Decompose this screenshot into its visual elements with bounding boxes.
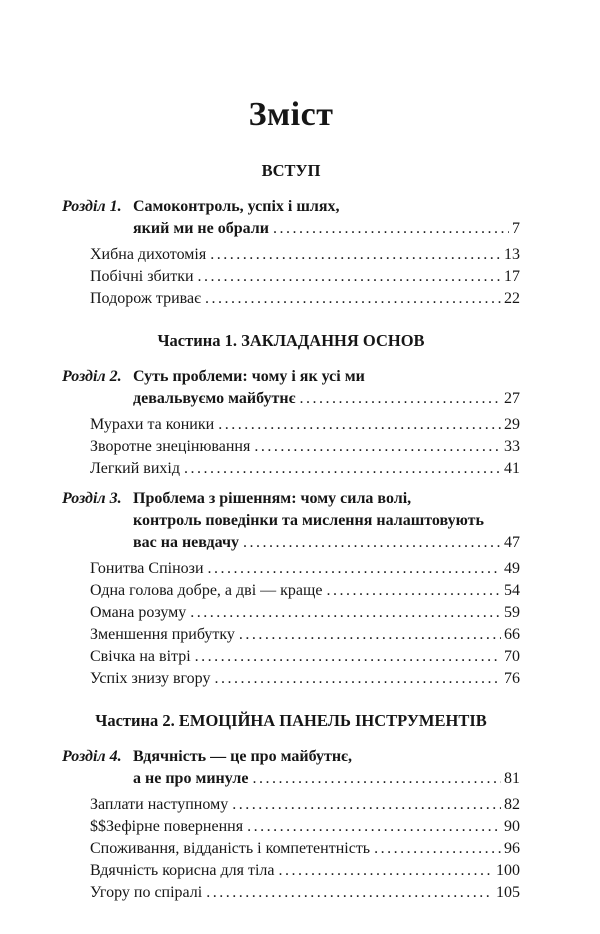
page-number: 90 (504, 818, 520, 835)
dot-leader (300, 388, 502, 410)
sub-entry-text: Зворотне знецінювання (90, 438, 251, 455)
dot-leader (239, 624, 501, 646)
chapter-title-text: девальвуємо майбутнє (133, 390, 296, 407)
dot-leader (252, 768, 501, 790)
toc-sub-entry (90, 244, 520, 266)
page-number: 41 (504, 460, 520, 477)
toc-chapter-entry (62, 488, 520, 554)
page-number: 81 (504, 770, 520, 787)
section-heading: Частина 1. ЗАКЛАДАННЯ ОСНОВ (157, 331, 425, 350)
toc-sub-entry (90, 816, 520, 838)
dot-leader (232, 794, 501, 816)
chapter-title-text: який ми не обрали (133, 220, 269, 237)
sub-entry-text: Свічка на вітрі (90, 648, 191, 665)
chapter-title-block (133, 366, 520, 410)
page-number: 7 (512, 220, 520, 237)
sub-entry-text: Мурахи та коники (90, 416, 215, 433)
page-number: 29 (504, 416, 520, 433)
page-number: 54 (504, 582, 520, 599)
chapter-title-line (133, 388, 520, 410)
page-number: 76 (504, 670, 520, 687)
toc-sub-entry (90, 266, 520, 288)
dot-leader (208, 558, 501, 580)
toc-chapter-entry (62, 196, 520, 240)
dot-leader (210, 244, 501, 266)
sub-entry-text: Угору по спіралі (90, 884, 203, 901)
toc-sub-entry (90, 436, 520, 458)
toc-sub-entry (90, 838, 520, 860)
dot-leader (205, 288, 501, 310)
sub-entry-text: Гонитва Спінози (90, 560, 204, 577)
toc-sub-entry (90, 414, 520, 436)
toc-sub-entry (90, 794, 520, 816)
toc-sub-entry (90, 558, 520, 580)
page-number: 59 (504, 604, 520, 621)
page-number: 49 (504, 560, 520, 577)
toc-sub-entry (90, 668, 520, 690)
page-number: 47 (504, 534, 520, 551)
dot-leader (206, 882, 493, 904)
toc-sub-entry (90, 624, 520, 646)
dot-leader (184, 458, 501, 480)
chapter-label: Розділ 2. (62, 368, 122, 385)
toc-sub-entry (90, 458, 520, 480)
toc-sub-entry (90, 646, 520, 668)
page-number: 33 (504, 438, 520, 455)
page-number: 100 (496, 862, 520, 879)
toc-chapter-entry (62, 366, 520, 410)
dot-leader (214, 668, 501, 690)
page-number: 22 (504, 290, 520, 307)
chapter-title-line: Вдячність — це про майбутнє, (133, 748, 352, 765)
dot-leader (243, 532, 501, 554)
sub-entry-text: Подорож триває (90, 290, 201, 307)
page-number: 17 (504, 268, 520, 285)
chapter-title-line (133, 768, 520, 790)
sub-entry-text: Омана розуму (90, 604, 187, 621)
dot-leader (190, 602, 501, 624)
page-number: 66 (504, 626, 520, 643)
sub-entry-text: Побічні збитки (90, 268, 194, 285)
page-number: 70 (504, 648, 520, 665)
chapter-title-text: вас на невдачу (133, 534, 239, 551)
sub-entry-text: Споживання, відданість і компетентність (90, 840, 371, 857)
dot-leader (247, 816, 501, 838)
toc-sub-entry (90, 602, 520, 624)
chapter-label: Розділ 4. (62, 748, 122, 765)
sub-entry-text: Вдячність корисна для тіла (90, 862, 275, 879)
sub-entry-text: Успіх знизу вгору (90, 670, 211, 687)
page-number: 13 (504, 246, 520, 263)
chapter-title-text: а не про минуле (133, 770, 249, 787)
chapter-title-line (133, 218, 520, 240)
chapter-title-block (133, 746, 520, 790)
sub-entry-text: Одна голова добре, а дві — краще (90, 582, 323, 599)
page-number: 82 (504, 796, 520, 813)
sub-entry-text: $$Зефірне повернення (90, 818, 244, 835)
sub-entry-text: Легкий вихід (90, 460, 181, 477)
dot-leader (374, 838, 501, 860)
chapter-title-block (133, 196, 520, 240)
section-heading: ВСТУП (261, 161, 321, 180)
dot-leader (326, 580, 501, 602)
toc-list (62, 160, 520, 904)
page-title: Зміст (248, 96, 334, 133)
section-heading: Частина 2. ЕМОЦІЙНА ПАНЕЛЬ ІНСТРУМЕНТІВ (95, 711, 487, 730)
page-number: 105 (496, 884, 520, 901)
dot-leader (254, 436, 501, 458)
chapter-title-block (133, 488, 520, 554)
dot-leader (195, 646, 501, 668)
chapter-title-line (133, 532, 520, 554)
chapter-title-line: Самоконтроль, успіх і шлях, (133, 198, 340, 215)
sub-entry-text: Хибна дихотомія (90, 246, 207, 263)
chapter-label: Розділ 1. (62, 198, 122, 215)
chapter-title-line: контроль поведінки та мислення налаштовують (133, 512, 484, 529)
dot-leader (273, 218, 509, 240)
dot-leader (279, 860, 493, 882)
sub-entry-text: Заплати наступному (90, 796, 229, 813)
chapter-label: Розділ 3. (62, 490, 122, 507)
toc-sub-entry (90, 882, 520, 904)
toc-chapter-entry (62, 746, 520, 790)
sub-entry-text: Зменшення прибутку (90, 626, 235, 643)
dot-leader (218, 414, 501, 436)
chapter-title-line: Суть проблеми: чому і як усі ми (133, 368, 365, 385)
page-number: 27 (504, 390, 520, 407)
chapter-title-line: Проблема з рішенням: чому сила волі, (133, 490, 412, 507)
dot-leader (198, 266, 501, 288)
toc-sub-entry (90, 288, 520, 310)
toc-sub-entry (90, 860, 520, 882)
toc-sub-entry (90, 580, 520, 602)
page-number: 96 (504, 840, 520, 857)
